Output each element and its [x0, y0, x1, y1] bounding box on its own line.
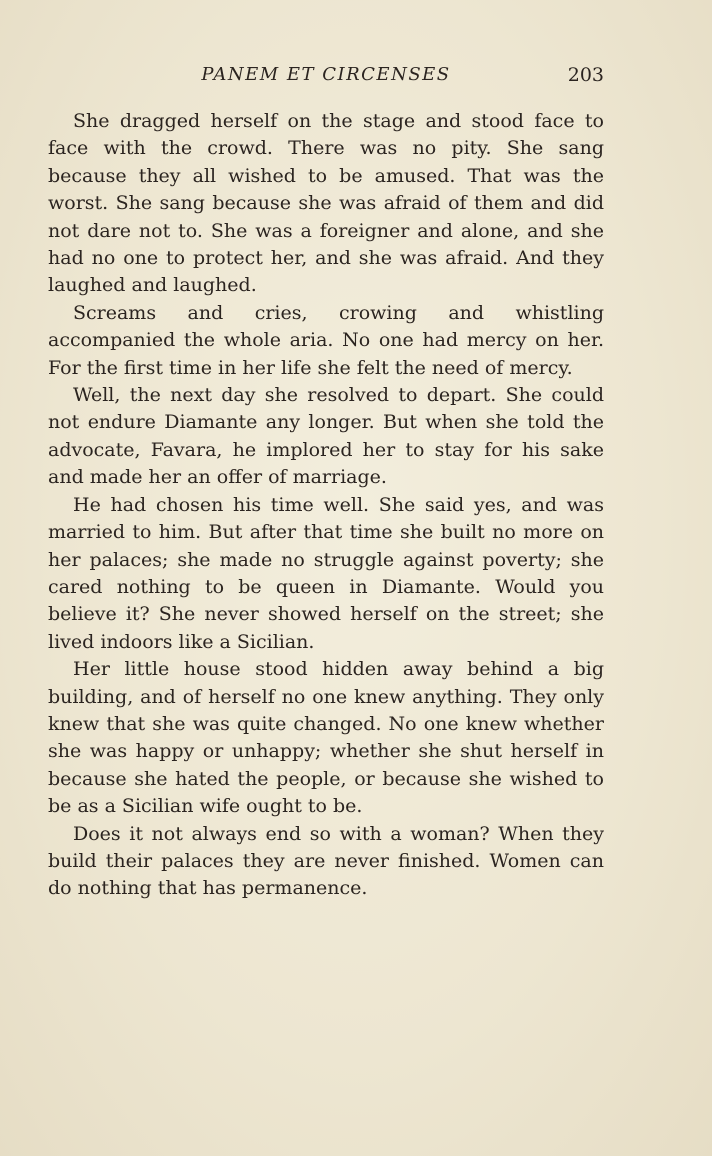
paragraph: He had chosen his time well. She said yes, and was married to him. But after that time she built no more on her palaces; she made no struggle against poverty; she cared nothing to be queen in Diamante. Would you believe it? She never showed herself on the street; she lived indoors like a Sicilian. [48, 493, 604, 653]
page-number: 203 [567, 64, 604, 86]
paragraph: Well, the next day she resolved to depart. She could not endure Diamante any longer. But when she told the advocate, Favara, he implored her to stay for his sake and made her an offer of marriage. [48, 384, 604, 489]
paragraph: Screams and cries, crowing and whistling accompanied the whole aria. No one had mercy on her. For the first time in her life she felt the need of mercy. [48, 301, 604, 379]
running-head [48, 64, 604, 90]
paragraph: Her little house stood hidden away behind a big building, and of herself no one knew anything. They only knew that she was quite changed. No one knew whether she was happy or unhappy; whether she shut herself in because she hated the people, or because she wished to be as a Sicilian wife ought to be. [48, 658, 604, 818]
running-title: PANEM ET CIRCENSES [201, 64, 451, 85]
paragraph: She dragged herself on the stage and stood face to face with the crowd. There was no pity. She sang because they all wished to be amused. That was the worst. She sang because she was afraid of them and did not dare not to. She was a foreigner and alone, and she had no one to protect her, and she was afraid. And they laughed and laughed. [48, 110, 604, 297]
paragraph: Does it not always end so with a woman? When they build their palaces they are never finished. Women can do nothing that has permanence. [48, 822, 604, 900]
body-text [48, 108, 604, 903]
